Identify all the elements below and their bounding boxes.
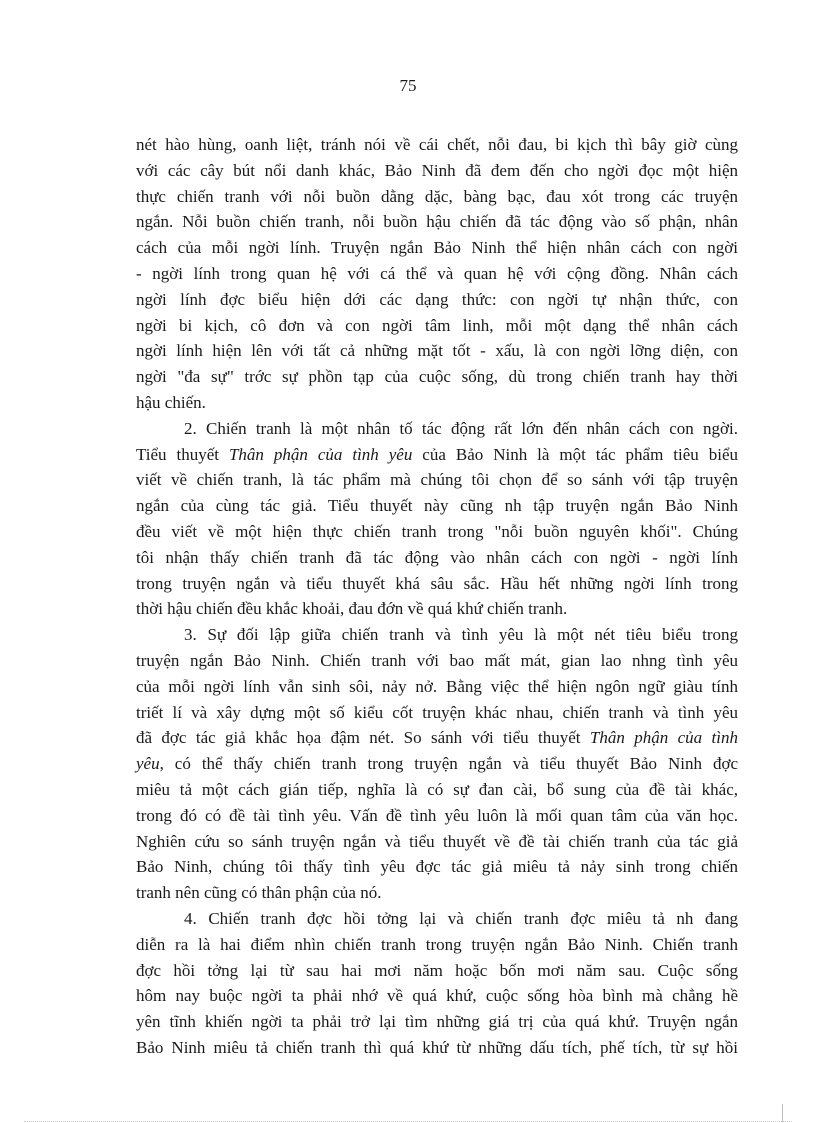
text-line: ngắn. Nỗi buồn chiến tranh, nỗi buồn hậu chiến đã tác động vào số phận, nhân [136,212,738,232]
text-line: với các cây bút nổi danh khác, Bảo Ninh đã đem đến cho ngời đọc một hiện [136,160,738,180]
paragraph-3 [136,622,738,906]
document-body [136,132,738,1061]
text-line: của mỗi ngời lính vẫn sinh sôi, nảy nở. Bằng việc thể hiện ngôn ngữ giàu tính [136,676,738,696]
text-span: của Bảo Ninh là một tác phẩm tiêu biểu [412,444,738,464]
paragraph-1 [136,132,738,416]
text-span: Tiểu thuyết [136,444,229,464]
text-line: ngời lính hiện lên với tất cả những mặt tốt - xấu, là con ngời lỡng diện, con [136,341,738,361]
text-line: nét hào hùng, oanh liệt, tránh nói về cái chết, nỗi đau, bi kịch thì bây giờ cùng [136,135,738,154]
italic-title: Thân phận của tình [589,728,738,748]
italic-title: yêu [136,754,160,774]
paragraph-4 [136,906,738,1061]
text-line: đợc hồi tởng lại từ sau hai mơi năm hoặc bốn mơi năm sau. Cuộc sống [136,960,738,980]
paragraph-2 [136,416,738,622]
page-bottom-rule [24,1121,792,1122]
text-line: 2. Chiến tranh là một nhân tố tác động rất lớn đến nhân cách con ngời. [184,418,738,438]
text-line: miêu tả một cách gián tiếp, nghĩa là có sự đan cài, bổ sung của đề tài khác, [136,779,738,799]
text-line: Bảo Ninh miêu tả chiến tranh thì quá khứ từ những dấu tích, phế tích, từ sự hồi [136,1037,738,1057]
text-line: thực chiến tranh với nỗi buồn dằng dặc, bàng bạc, đau xót trong các truyện [136,186,738,206]
italic-title: Thân phận của tình yêu [228,444,413,464]
text-line: hậu chiến. [136,392,206,412]
text-line: trong đó có đề tài tình yêu. Vấn đề tình yêu luôn là mối quan tâm của văn học. [136,805,738,825]
text-span: , có thể thấy chiến tranh trong truyện ngắn và tiểu thuyết Bảo Ninh đợc [159,754,738,774]
text-line: tranh nên cũng có thân phận của nó. [136,883,382,903]
text-line: trong truyện ngắn và tiểu thuyết khá sâu sắc. Hầu hết những ngời lính trong [136,573,738,593]
text-line: Bảo Ninh, chúng tôi thấy tình yêu đợc tác giả miêu tả nảy sinh trong chiến [136,857,738,877]
text-line: ngời bi kịch, cô đơn và con ngời tâm linh, mỗi một dạng thể nhân cách [136,315,738,335]
text-line: thời hậu chiến đều khắc khoải, đau đớn về quá khứ chiến tranh. [136,599,568,619]
text-line: truyện ngắn Bảo Ninh. Chiến tranh với bao mất mát, gian lao nhng tình yêu [136,650,738,670]
text-line: viết về chiến tranh, là tác phẩm mà chúng tôi chọn để so sánh với tập truyện [136,470,738,490]
page-number: 75 [399,76,417,95]
text-line: triết lí và xây dựng một số kiểu cốt truyện khác nhau, chiến tranh và tình yêu [136,702,738,722]
text-line: - ngời lính trong quan hệ với cá thể và quan hệ với cộng đồng. Nhân cách [136,263,738,283]
text-line: ngời "đa sự" trớc sự phồn tạp của cuộc sống, dù trong chiến tranh hay thời [136,367,738,387]
text-line: yên tĩnh khiến ngời ta phải trở lại tìm những giá trị của quá khứ. Truyện ngắn [136,1012,738,1032]
text-line: diễn ra là hai điểm nhìn chiến tranh trong truyện ngắn Bảo Ninh. Chiến tranh [136,934,738,954]
text-line: đều viết về một hiện thực chiến tranh trong "nỗi buồn nguyên khối". Chúng [136,521,738,541]
text-span: đã đợc tác giả khắc họa đậm nét. So sánh với tiểu thuyết [136,728,590,748]
text-line: tôi nhận thấy chiến tranh đã tác động vào nhân cách con ngời - ngời lính [136,547,738,567]
text-line: ngắn của cùng tác giả. Tiểu thuyết này cũng nh tập truyện ngắn Bảo Ninh [136,496,738,516]
text-line: ngời lính đợc biểu hiện dới các dạng thức: con ngời tự nhận thức, con [136,289,738,309]
text-line [136,442,738,468]
text-line: hôm nay buộc ngời ta phải nhớ về quá khứ, cuộc sống hòa bình mà chẳng hề [136,986,738,1006]
text-line [136,725,738,751]
text-line: 3. Sự đối lập giữa chiến tranh và tình yêu là một nét tiêu biểu trong [184,625,738,645]
text-line: Nghiên cứu so sánh truyện ngắn và tiểu thuyết về đề tài chiến tranh của tác giả [136,831,738,851]
page-corner-mark [782,1104,783,1122]
text-line [136,751,738,777]
text-line: cách của mỗi ngời lính. Truyện ngắn Bảo Ninh thể hiện nhân cách con ngời [136,238,738,258]
text-line: 4. Chiến tranh đợc hồi tởng lại và chiến tranh đợc miêu tả nh đang [184,908,738,928]
